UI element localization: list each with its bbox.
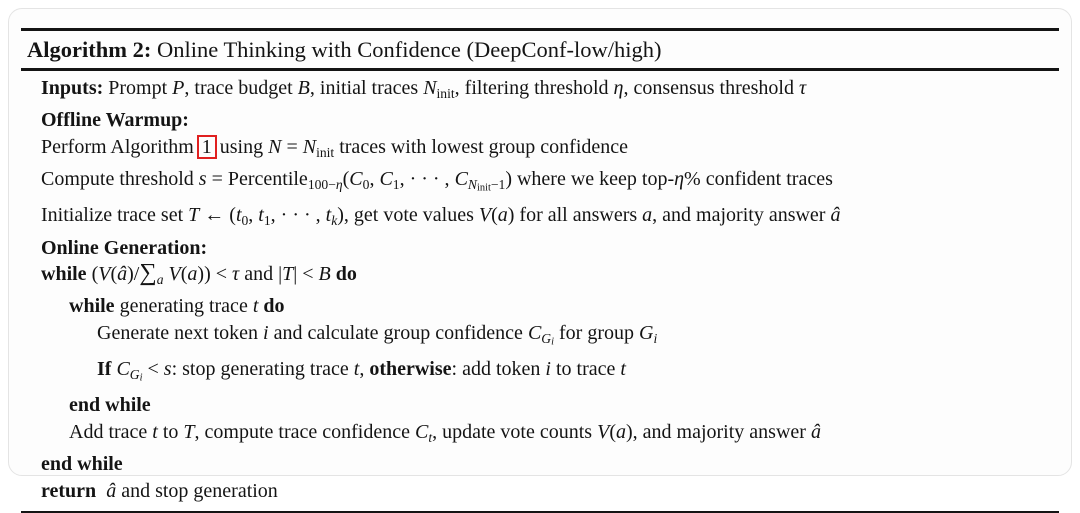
text-segment: Online Generation: — [41, 237, 207, 259]
text-segment: )) < — [197, 263, 232, 285]
text-segment: a — [187, 263, 197, 285]
text-segment: ← ( — [199, 204, 236, 226]
text-segment: | < — [293, 263, 318, 285]
text-segment: N — [468, 177, 477, 192]
line-online-generation — [41, 235, 1059, 262]
line-add-trace — [41, 419, 1059, 451]
algorithm-card — [8, 8, 1072, 476]
text-segment: 0 — [363, 177, 370, 192]
text-segment: â — [830, 204, 840, 226]
text-segment: Generate next token — [97, 322, 263, 344]
text-segment: ∑ — [139, 259, 156, 286]
text-segment: , update vote counts — [432, 421, 597, 443]
text-segment: C — [455, 168, 468, 190]
text-segment: Offline Warmup: — [41, 109, 189, 131]
algorithm-body — [21, 71, 1059, 504]
line-while-outer — [41, 261, 1059, 293]
text-segment: Algorithm 2: — [27, 37, 151, 62]
text-segment: i — [263, 322, 269, 344]
text-segment: a — [642, 204, 652, 226]
text-segment: 1 — [393, 177, 400, 192]
text-segment: ), get vote values — [337, 204, 479, 226]
text-segment: ( — [181, 263, 188, 285]
text-segment: t — [152, 421, 158, 443]
text-segment: P — [172, 77, 184, 99]
line-perform-algorithm — [41, 134, 1059, 166]
text-segment: , compute trace confidence — [195, 421, 415, 443]
text-segment: η — [614, 77, 624, 99]
line-while-inner — [41, 293, 1059, 320]
text-segment: )/ — [127, 263, 139, 285]
text-segment: traces with lowest group confidence — [334, 136, 628, 158]
text-segment: % confident traces — [684, 168, 833, 190]
text-segment: G — [541, 331, 551, 346]
line-end-while-inner — [41, 392, 1059, 419]
text-segment: do — [263, 295, 284, 317]
text-segment: 100− — [308, 177, 336, 192]
text-segment: N — [268, 136, 281, 158]
text-segment: : stop generating trace — [172, 358, 354, 380]
text-segment: T — [183, 421, 194, 443]
text-segment: , initial traces — [310, 77, 423, 99]
text-segment: Prompt — [103, 77, 172, 99]
text-segment: i — [545, 358, 551, 380]
text-segment: t — [620, 358, 626, 380]
text-segment: 1 — [264, 213, 271, 228]
text-segment: â — [106, 480, 116, 502]
text-segment: a — [498, 204, 508, 226]
text-segment: η — [674, 168, 684, 190]
text-segment: s — [199, 168, 207, 190]
text-segment: , trace budget — [184, 77, 297, 99]
text-segment: , — [359, 358, 369, 380]
text-segment: t — [428, 430, 432, 445]
text-segment: , consensus threshold — [623, 77, 799, 99]
text-segment: to trace — [551, 358, 620, 380]
text-segment: C — [528, 322, 541, 344]
text-segment: for group — [554, 322, 639, 344]
text-segment: , — [369, 168, 379, 190]
line-inputs — [41, 75, 1059, 107]
text-segment: τ — [799, 77, 806, 99]
text-segment — [96, 480, 106, 502]
text-segment: −1 — [491, 177, 505, 192]
text-segment: and | — [239, 263, 282, 285]
text-segment: t — [326, 204, 332, 226]
line-return — [41, 478, 1059, 505]
text-segment: 0 — [242, 213, 249, 228]
text-segment: ) where we keep top- — [505, 168, 674, 190]
text-segment: ( — [110, 263, 117, 285]
text-segment: < — [143, 358, 164, 380]
line-end-while-outer — [41, 451, 1059, 478]
text-segment: end while — [69, 394, 151, 416]
text-segment: i — [551, 337, 554, 348]
text-segment: â — [117, 263, 127, 285]
text-segment: t — [354, 358, 360, 380]
line-if-confidence — [41, 356, 1059, 392]
text-segment: init — [316, 145, 334, 160]
text-segment: N — [423, 77, 436, 99]
text-segment: B — [319, 263, 331, 285]
text-segment: V — [479, 204, 491, 226]
algorithm-title — [21, 31, 1059, 68]
text-segment: C — [349, 168, 362, 190]
text-segment: C — [116, 358, 129, 380]
text-segment: T — [282, 263, 293, 285]
text-segment: s — [164, 358, 172, 380]
text-segment: Inputs: — [41, 77, 103, 99]
text-segment: using — [220, 136, 268, 158]
text-segment: Add trace — [69, 421, 152, 443]
text-segment: and calculate group confidence — [269, 322, 528, 344]
text-segment: B — [298, 77, 310, 99]
line-compute-threshold — [41, 166, 1059, 202]
text-segment: a — [616, 421, 626, 443]
text-segment: τ — [232, 263, 239, 285]
text-segment: N — [303, 136, 316, 158]
text-segment: = Percentile — [207, 168, 308, 190]
text-segment: otherwise — [369, 358, 451, 380]
text-segment: G — [130, 367, 140, 382]
text-segment: do — [336, 263, 357, 285]
text-segment: ( — [491, 204, 498, 226]
text-segment: If — [97, 358, 116, 380]
text-segment: end while — [41, 453, 123, 475]
text-segment: η — [336, 177, 343, 192]
line-generate-token — [41, 320, 1059, 356]
text-segment: = — [281, 136, 302, 158]
text-segment: and stop generation — [116, 480, 278, 502]
text-segment: ( — [609, 421, 616, 443]
text-segment: : add token — [452, 358, 546, 380]
text-segment: i — [653, 331, 657, 346]
text-segment: G — [639, 322, 653, 344]
text-segment: t — [236, 204, 242, 226]
text-segment: while — [69, 295, 115, 317]
text-segment: V — [169, 263, 181, 285]
text-segment: a — [157, 272, 164, 287]
text-segment: , filtering threshold — [455, 77, 614, 99]
text-segment: , · · · , — [271, 204, 326, 226]
text-segment: , · · · , — [400, 168, 455, 190]
text-segment: ( — [87, 263, 99, 285]
text-segment: t — [258, 204, 264, 226]
text-segment: i — [140, 373, 143, 384]
text-segment: t — [253, 295, 259, 317]
text-segment: Initialize trace set — [41, 204, 188, 226]
line-initialize-traces — [41, 202, 1059, 234]
text-segment: V — [597, 421, 609, 443]
text-segment: ), and majority answer — [626, 421, 811, 443]
text-segment: k — [331, 213, 337, 228]
text-segment: , — [248, 204, 258, 226]
text-segment: return — [41, 480, 96, 502]
text-segment: init — [437, 86, 455, 101]
text-segment: Online Thinking with Confidence (DeepConf-low/high) — [151, 37, 661, 62]
text-segment: C — [379, 168, 392, 190]
text-segment: Compute threshold — [41, 168, 199, 190]
text-segment: generating trace — [115, 295, 253, 317]
text-segment: â — [811, 421, 821, 443]
text-segment: V — [98, 263, 110, 285]
text-segment: , and majority answer — [652, 204, 830, 226]
algorithm-1-ref-link[interactable]: 1 — [197, 135, 217, 159]
text-segment: init — [477, 183, 491, 194]
text-segment: C — [415, 421, 428, 443]
text-segment: while — [41, 263, 87, 285]
text-segment: T — [188, 204, 199, 226]
text-segment: Perform Algorithm — [41, 136, 194, 158]
text-segment: to — [158, 421, 184, 443]
algorithm-card-inner — [9, 9, 1071, 513]
text-segment: ) for all answers — [508, 204, 642, 226]
line-offline-warmup — [41, 107, 1059, 134]
text-segment: ( — [343, 168, 350, 190]
